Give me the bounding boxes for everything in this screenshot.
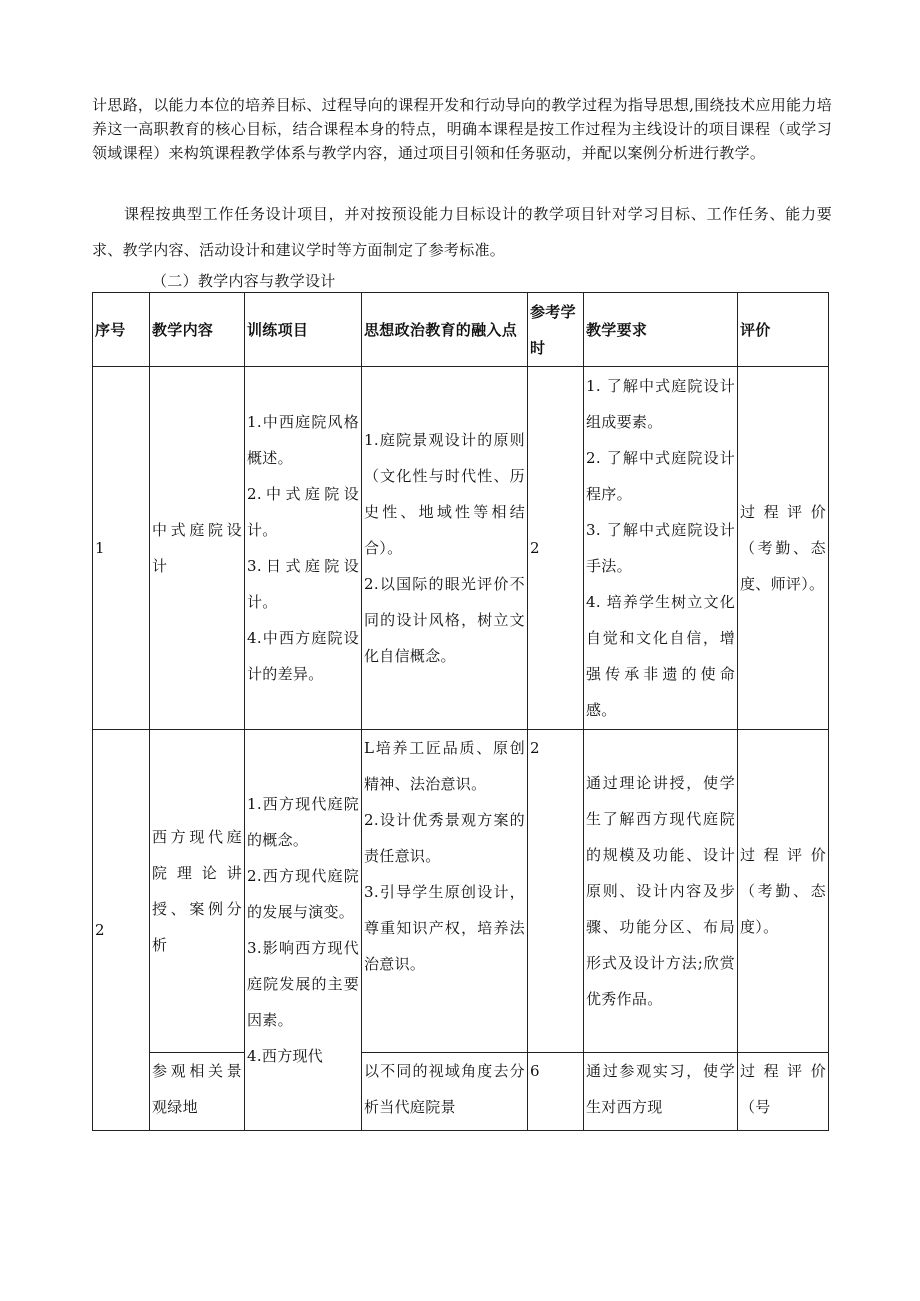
training-item: 1.中西庭院风格概述。 [247, 413, 359, 467]
training-item: 3.影响西方现代庭院发展的主要因素。 [247, 939, 359, 1029]
cell-requirements [584, 367, 738, 730]
cell-seq: 2 [93, 730, 150, 1131]
ideology-item: 2.设计优秀景观方案的责任意识。 [364, 811, 525, 865]
intro-paragraph-2: 课程按典型工作任务设计项目，并对按预设能力目标设计的教学项目针对学习目标、工作任务、能力要求、教学内容、活动设计和建议学时等方面制定了参考标准。 [92, 205, 832, 259]
training-item: 1.西方现代庭院的概念。 [247, 795, 359, 849]
cell-evaluation: 过程评价（号 [738, 1053, 829, 1131]
ideology-item: 1.庭院景观设计的原则（文化性与时代性、历史性、地域性等相结合）。 [364, 431, 525, 557]
requirement-item: 4. 培养学生树立文化自觉和文化自信，增强传承非遗的使命感。 [586, 593, 735, 719]
cell-training [245, 367, 362, 730]
cell-ideology [362, 367, 528, 730]
ideology-item: 2.以国际的眼光评价不同的设计风格，树立文化自信概念。 [364, 575, 525, 665]
cell-hours: 2 [528, 367, 584, 730]
cell-ideology [362, 730, 528, 1053]
teaching-design-table [92, 292, 829, 1131]
training-item: 3.日式庭院设计。 [247, 557, 359, 611]
table-header-row [93, 293, 829, 367]
cell-content: 西方现代庭院理论讲授、案例分析 [150, 730, 245, 1053]
training-item: 4.中西方庭院设计的差异。 [247, 629, 359, 683]
table-row [93, 1053, 829, 1131]
table-row [93, 730, 829, 1053]
table-row [93, 367, 829, 730]
training-item: 2.西方现代庭院的发展与演变。 [247, 867, 359, 921]
training-item: 4.西方现代 [247, 1047, 324, 1065]
cell-seq: 1 [93, 367, 150, 730]
cell-requirements: 通过参观实习，使学生对西方现 [584, 1053, 738, 1131]
header-hours: 参考学时 [528, 293, 584, 367]
intro-paragraph-1: 计思路，以能力本位的培养目标、过程导向的课程开发和行动导向的教学过程为指导思想,围绕技术应用能力培养这一高职教育的核心目标，结合课程本身的特点，明确本课程是按工作过程为主线设计的项目课程（或学习领域课程）来构筑课程教学体系与教学内容，通过项目引领和任务驱动，并配以案例分析进行教学。 [92, 96, 832, 162]
cell-training [245, 730, 362, 1131]
requirement-item: 3. 了解中式庭院设计手法。 [586, 521, 735, 575]
cell-ideology: 以不同的视域角度去分析当代庭院景 [362, 1053, 528, 1131]
cell-hours: 6 [528, 1053, 584, 1131]
ideology-item: L培养工匠品质、原创精神、法治意识。 [364, 739, 525, 793]
requirement-item: 1. 了解中式庭院设计组成要素。 [586, 377, 735, 431]
header-requirements: 教学要求 [584, 293, 738, 367]
header-evaluation: 评价 [738, 293, 829, 367]
cell-hours: 2 [528, 730, 584, 1053]
ideology-item: 3.引导学生原创设计，尊重知识产权，培养法治意识。 [364, 883, 525, 973]
cell-content: 中式庭院设计 [150, 367, 245, 730]
cell-evaluation: 过程评价（考勤、态度）。 [738, 730, 829, 1053]
header-training: 训练项目 [245, 293, 362, 367]
requirement-item: 2. 了解中式庭院设计程序。 [586, 449, 735, 503]
header-seq: 序号 [93, 293, 150, 367]
section-heading: （二）教学内容与教学设计 [152, 272, 336, 290]
header-ideology: 思想政治教育的融入点 [362, 293, 528, 367]
header-content: 教学内容 [150, 293, 245, 367]
cell-content: 参观相关景观绿地 [150, 1053, 245, 1131]
training-item: 2.中式庭院设计。 [247, 485, 359, 539]
cell-requirements: 通过理论讲授，使学生了解西方现代庭院的规模及功能、设计原则、设计内容及步骤、功能分区、布局形式及设计方法;欣赏优秀作品。 [584, 730, 738, 1053]
cell-evaluation: 过程评价（考勤、态度、师评）。 [738, 367, 829, 730]
